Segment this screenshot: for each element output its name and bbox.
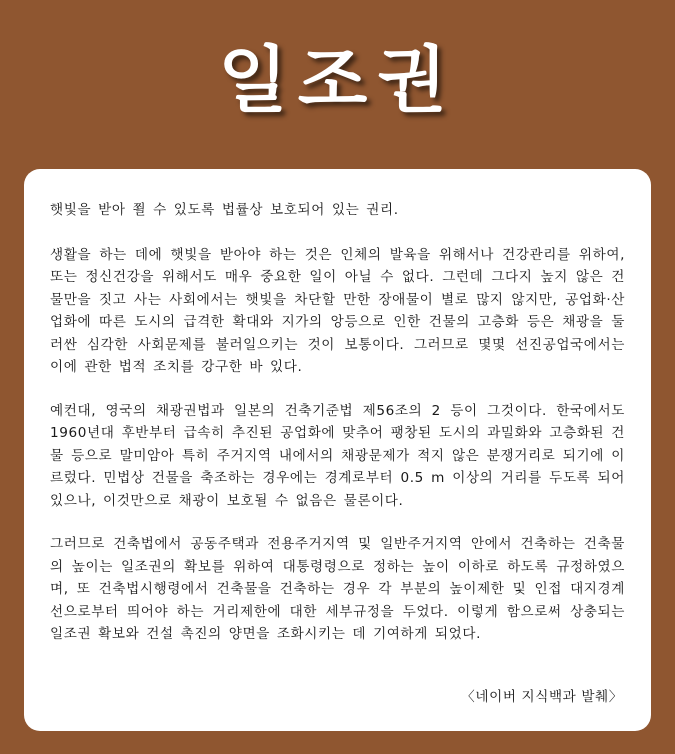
source-citation: 〈네이버 지식백과 발췌〉 xyxy=(461,689,623,705)
body-paragraph: 그러므로 건축법에서 공동주택과 전용주거지역 및 일반주거지역 안에서 건축하는 건축물의 높이는 일조권의 확보를 위하여 대통령령으로 정하는 높이 이하로 하도록 규정하였으며, 또 건축법시행령에서 건축물을 건축하는 경우 각 부분의 높이제한 및 인접 대지경계선으로부터 띄어야 하는 거리제한에 대한 세부규정을 두었다. 이렇게 함으로써 상충되는 일조권 확보와 건설 촉진의 양면을 조화시키는 데 기여하게 되었다. xyxy=(50,536,625,642)
definition-paragraph: 햇빛을 받아 쬘 수 있도록 법률상 보호되어 있는 권리. xyxy=(50,202,399,218)
content-card xyxy=(24,169,651,731)
page-title: 일조권 xyxy=(218,38,457,122)
body-paragraph: 생활을 하는 데에 햇빛을 받아야 하는 것은 인체의 발육을 위해서나 건강관리를 위하여, 또는 정신건강을 위해서도 매우 중요한 일이 아닐 수 없다. 그런데 그다지 높지 않은 건물만을 짓고 사는 사회에서는 햇빛을 차단할 만한 장애물이 별로 많지 않지만, 공업화·산업화에 따른 도시의 급격한 확대와 지가의 앙등으로 인한 건물의 고층화 등은 채광을 둘러싼 심각한 사회문제를 불러일으키는 것이 보통이다. 그러므로 몇몇 선진공업국에서는 이에 관한 법적 조치를 강구한 바 있다. xyxy=(50,246,625,375)
body-paragraph: 예컨대, 영국의 채광권법과 일본의 건축기준법 제56조의 2 등이 그것이다. 한국에서도 1960년대 후반부터 급속히 추진된 공업화에 맞추어 팽창된 도시의 과밀화와 고층화된 건물 등으로 말미암아 특히 주거지역 내에서의 채광문제가 적지 않은 분쟁거리로 되기에 이르렀다. 민법상 건물을 축조하는 경우에는 경계로부터 0.5 m 이상의 거리를 두도록 되어 있으나, 이것만으로 채광이 보호될 수 없음은 물론이다. xyxy=(50,402,625,509)
